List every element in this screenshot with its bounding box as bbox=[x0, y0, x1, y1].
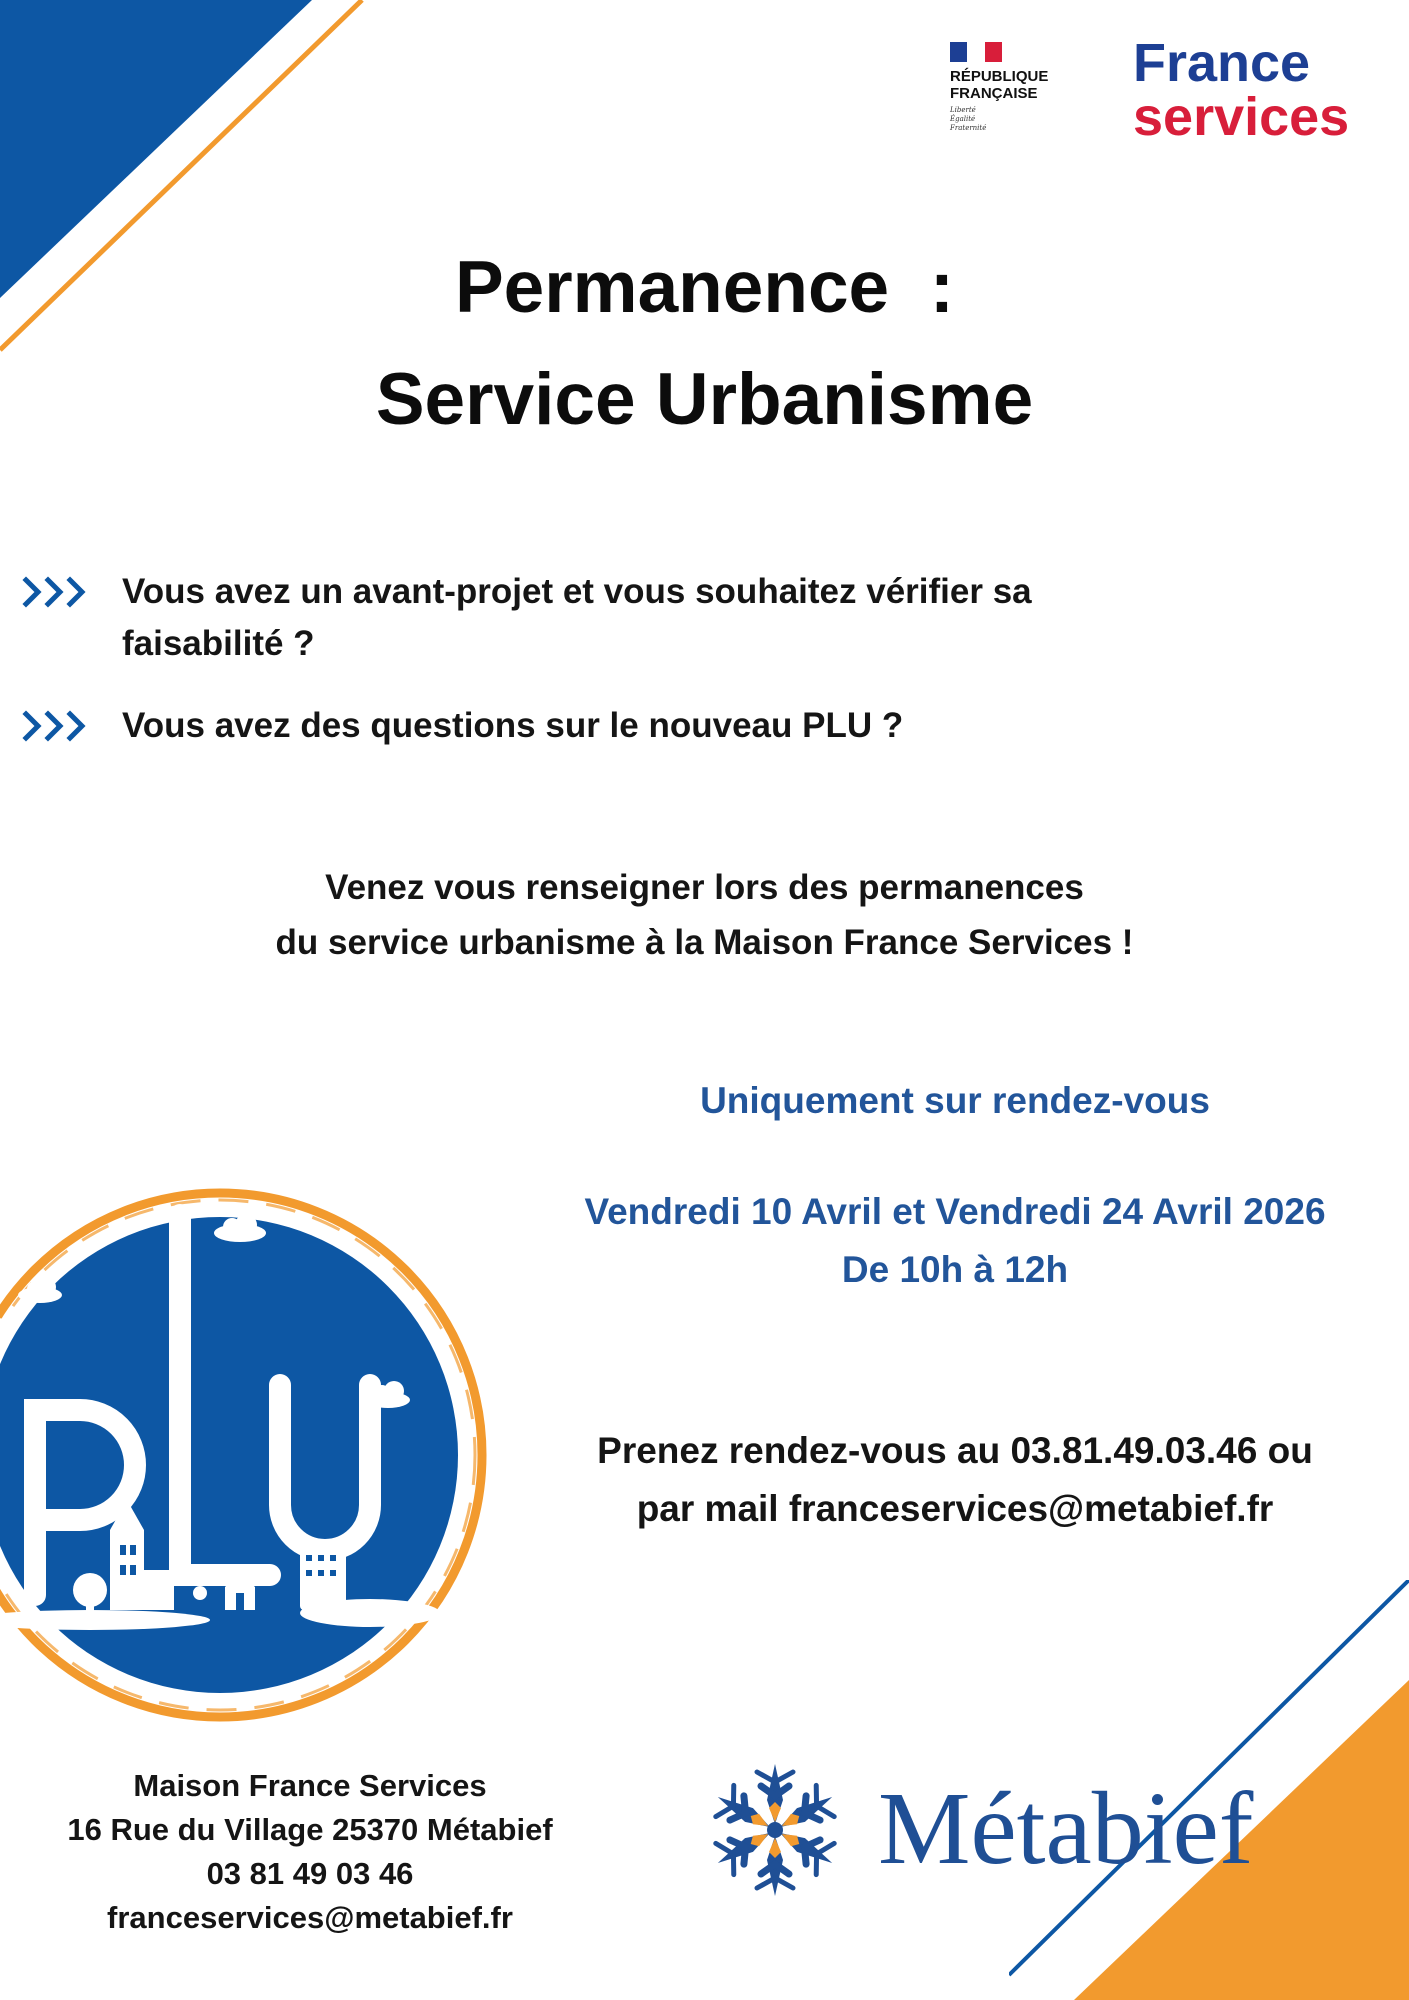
invitation-line1: Venez vous renseigner lors des permanences bbox=[325, 868, 1084, 907]
france-services-logo bbox=[1133, 33, 1350, 147]
metabief-logo-text: Métabief bbox=[878, 1771, 1254, 1886]
motto-liberte: Liberté bbox=[950, 106, 976, 114]
plu-town-logo bbox=[0, 1175, 500, 1735]
triple-chevron-right-icon bbox=[22, 576, 94, 608]
address-phone: 03 81 49 03 46 bbox=[206, 1856, 414, 1891]
invitation-text bbox=[0, 860, 1409, 970]
permanence-schedule bbox=[505, 1183, 1405, 1299]
republique-label: RÉPUBLIQUE bbox=[950, 68, 1049, 85]
address-street: 16 Rue du Village 25370 Métabief bbox=[67, 1812, 553, 1847]
bullet-item bbox=[22, 566, 1322, 670]
france-services-logo-line1: France bbox=[1133, 33, 1311, 93]
title-line1: Permanence : bbox=[454, 247, 955, 328]
motto-fraternite: Fraternité bbox=[950, 124, 987, 132]
permanence-dates: Vendredi 10 Avril et Vendredi 24 Avril 2026 bbox=[584, 1191, 1326, 1232]
motto-egalite: Égalité bbox=[950, 115, 976, 123]
permanence-hours: De 10h à 12h bbox=[841, 1249, 1069, 1290]
address-name: Maison France Services bbox=[133, 1768, 487, 1803]
invitation-line2: du service urbanisme à la Maison France Services ! bbox=[275, 923, 1134, 962]
contact-email-line: par mail franceservices@metabief.fr bbox=[636, 1488, 1274, 1529]
address-email: franceservices@metabief.fr bbox=[107, 1900, 513, 1935]
contact-info bbox=[505, 1422, 1405, 1538]
triple-chevron-right-icon bbox=[22, 710, 94, 742]
bullet-text-line1: Vous avez un avant-projet et vous souhaitez vérifier sa bbox=[122, 572, 1032, 611]
page-title bbox=[0, 232, 1409, 456]
francaise-label: FRANÇAISE bbox=[950, 85, 1038, 102]
metabief-logo bbox=[700, 1755, 1400, 1925]
france-services-logo-line2: services bbox=[1133, 87, 1350, 147]
title-line2: Service Urbanisme bbox=[375, 359, 1034, 440]
bullet-item bbox=[22, 700, 1322, 752]
bullet-text-line2: faisabilité ? bbox=[122, 624, 315, 663]
appointment-only-notice: Uniquement sur rendez-vous bbox=[700, 1080, 1210, 1121]
bullet-text-line1: Vous avez des questions sur le nouveau PLU ? bbox=[122, 706, 904, 745]
contact-phone-line: Prenez rendez-vous au 03.81.49.03.46 ou bbox=[597, 1430, 1313, 1471]
republique-francaise-logo bbox=[950, 42, 1080, 133]
french-flag-icon bbox=[950, 42, 1002, 62]
snowflake-icon bbox=[700, 1755, 850, 1905]
address-block bbox=[0, 1764, 620, 1940]
